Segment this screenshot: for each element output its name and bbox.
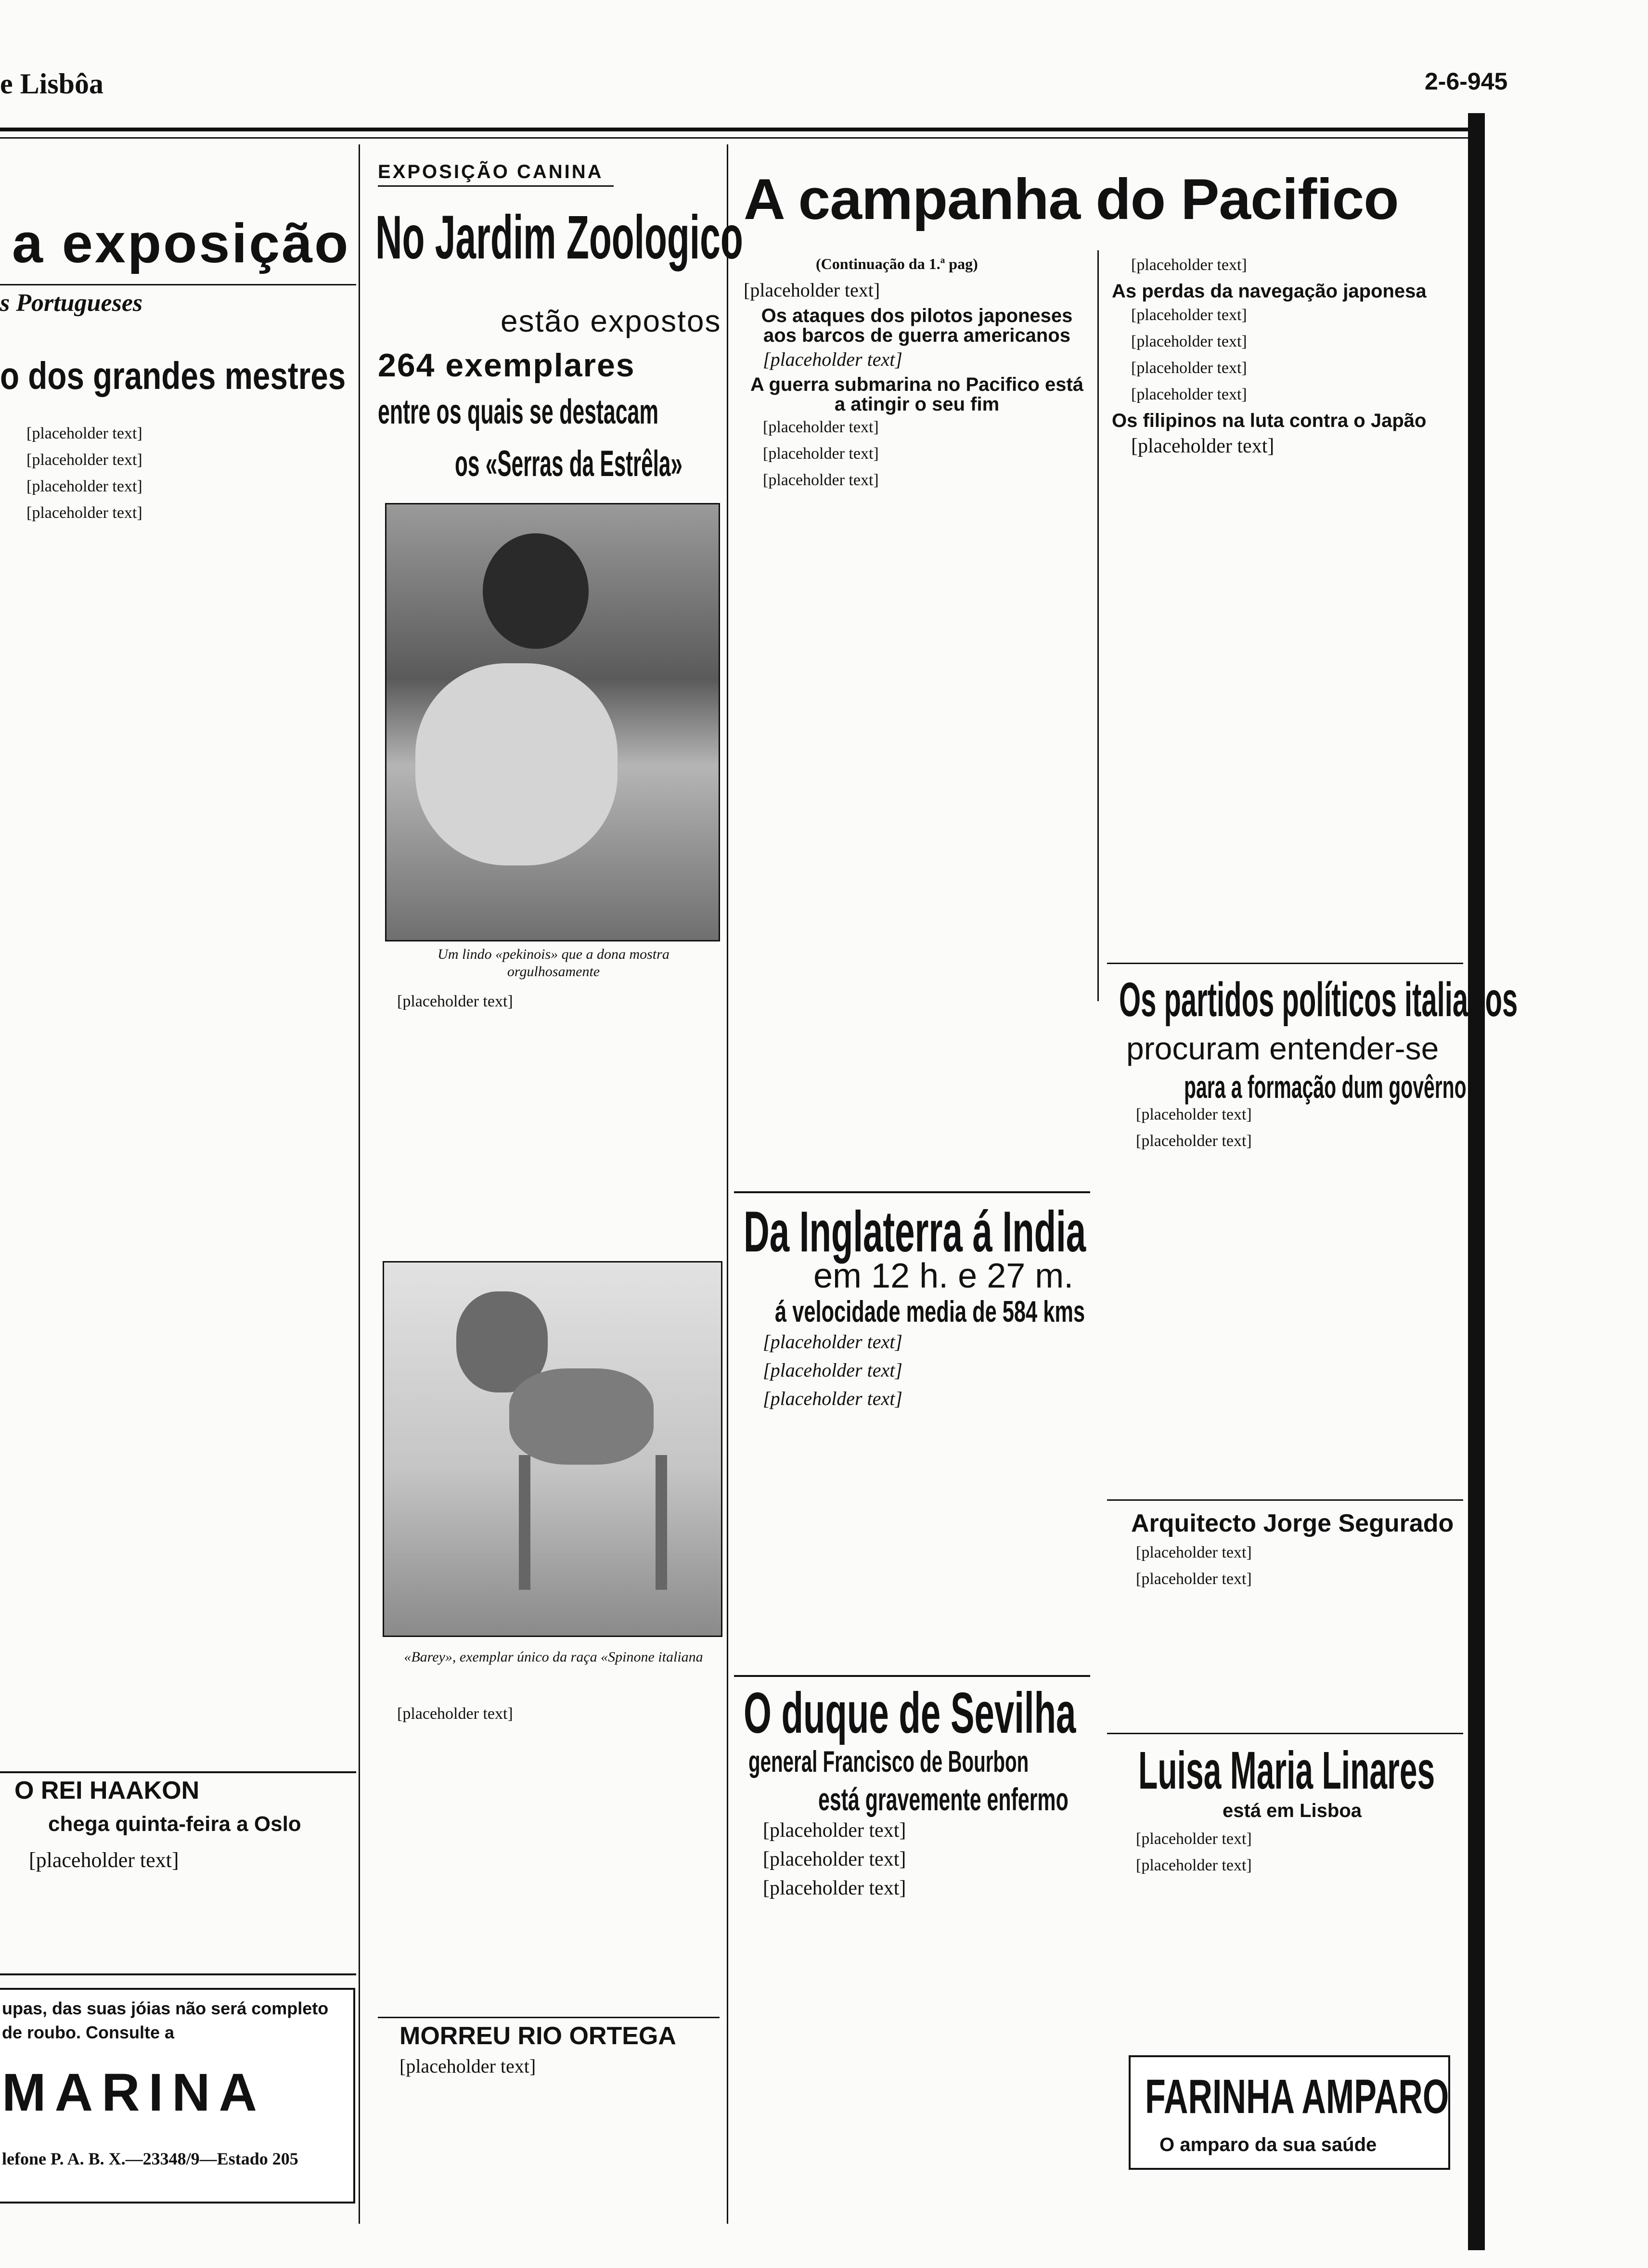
sevilha-body (744, 1819, 1090, 2219)
linares-paragraph: [placeholder text] (1136, 1856, 1252, 1874)
haakon-subtitle: chega quinta-feira a Oslo (48, 1812, 301, 1836)
masthead-title: e Lisbôa (0, 68, 104, 100)
pacifico-title: A campanha do Pacifico (744, 167, 1399, 232)
submarina-heading: A guerra submarina no Pacifico está a atingir o seu fim (750, 374, 1084, 415)
canina-body-1 (378, 992, 720, 1237)
canina-body-2 (378, 1704, 720, 2007)
segurado-rule (1107, 1499, 1463, 1501)
italianos-title: Os partidos políticos italianos (1119, 973, 1518, 1027)
canina-kicker-rule (378, 185, 614, 187)
submarina-paragraph: [placeholder text] (763, 471, 879, 489)
photo-dog-shape (415, 663, 618, 865)
spinone-photo (383, 1261, 722, 1637)
marina-line1: upas, das suas jóias não será completo (2, 1998, 329, 2018)
spinone-caption: «Barey», exemplar único da raça «Spinone italiana (404, 1649, 703, 1665)
india-rule (734, 1191, 1090, 1193)
india-paragraph: [placeholder text] (763, 1331, 902, 1353)
canina-paragraph: [placeholder text] (397, 1705, 513, 1723)
italianos-paragraph: [placeholder text] (1136, 1132, 1252, 1150)
canina-line1: estão expostos (501, 304, 721, 338)
ataques-heading: Os ataques dos pilotos japoneses aos barcos de guerra americanos (761, 305, 1073, 346)
india-body (744, 1331, 1090, 1682)
farinha-name: FARINHA AMPARO (1145, 2070, 1449, 2124)
segurado-body (1117, 1543, 1456, 1735)
italianos-body (1117, 1105, 1456, 1490)
masthead-rule-thin (0, 137, 1482, 139)
pekinois-photo (385, 503, 720, 941)
column-rule-2 (727, 144, 728, 2224)
right-margin-bar (1468, 113, 1485, 2250)
india-paragraph: [placeholder text] (763, 1388, 902, 1409)
perdas-paragraph: [placeholder text] (1131, 359, 1247, 377)
photo-dog-body (509, 1368, 654, 1465)
canina-line3: entre os quais se destacam (378, 393, 659, 431)
perdas-paragraph: [placeholder text] (1131, 333, 1247, 350)
italianos-line3: para a formação dum govêrno (1184, 1069, 1467, 1105)
segurado-paragraph: [placeholder text] (1136, 1544, 1252, 1561)
segurado-paragraph: [placeholder text] (1136, 1570, 1252, 1588)
exposicao-paragraph: [placeholder text] (26, 477, 142, 495)
italianos-line2: procuram entender-se (1126, 1031, 1439, 1066)
haakon-title: O REI HAAKON (14, 1777, 200, 1804)
exposicao-title: a exposição (12, 213, 350, 274)
photo-dog-legs (519, 1455, 667, 1590)
linares-title: Luisa Maria Linares (1138, 1741, 1435, 1800)
sevilha-paragraph: [placeholder text] (763, 1848, 906, 1870)
ataques-body: [placeholder text] (763, 348, 902, 370)
pacifico-col2-intro: [placeholder text] (1131, 256, 1247, 274)
india-line3: á velocidade media de 584 kms (775, 1295, 1085, 1328)
linares-body (1117, 1829, 1456, 2050)
linares-rule (1107, 1733, 1463, 1734)
submarina-paragraph: [placeholder text] (763, 445, 879, 463)
linares-paragraph: [placeholder text] (1136, 1830, 1252, 1848)
sevilha-line2: general Francisco de Bourbon (748, 1745, 1029, 1778)
marina-line2: de roubo. Consulte a (2, 2023, 175, 2042)
linares-subtitle: está em Lisboa (1223, 1800, 1362, 1821)
sevilha-paragraph: [placeholder text] (763, 1877, 906, 1899)
marina-phone: lefone P. A. B. X.—23348/9—Estado 205 (2, 2149, 298, 2168)
canina-line2: 264 exemplares (378, 347, 635, 384)
canina-kicker: EXPOSIÇÃO CANINA (378, 161, 604, 182)
submarina-paragraph: [placeholder text] (763, 418, 879, 436)
masthead-rule (0, 128, 1482, 131)
farinha-ad (1129, 2055, 1450, 2170)
exposicao-paragraph: [placeholder text] (26, 451, 142, 469)
column-rule-1 (359, 144, 360, 2224)
pacifico-bottom-rule (1107, 963, 1463, 964)
exposicao-body (7, 424, 351, 1757)
sevilha-title: O duque de Sevilha (744, 1681, 1076, 1745)
morreu-title: MORREU RIO ORTEGA (399, 2022, 676, 2050)
masthead-date: 2-6-945 (1425, 68, 1508, 95)
exposicao-subtitle: o dos grandes mestres (0, 354, 346, 397)
marina-name: MARINA (2, 2063, 266, 2122)
italianos-paragraph: [placeholder text] (1136, 1106, 1252, 1123)
pacifico-intro: [placeholder text] (744, 279, 880, 301)
haakon-rule (0, 1771, 356, 1773)
filipinos-heading: Os filipinos na luta contra o Japão (1112, 410, 1427, 431)
india-title: Da Inglaterra á India (744, 1199, 1086, 1264)
perdas-paragraph: [placeholder text] (1131, 386, 1247, 403)
marina-ad (0, 1988, 355, 2204)
farinha-slogan: O amparo da sua saúde (1159, 2134, 1377, 2155)
haakon-body: [placeholder text] (29, 1848, 179, 1872)
canina-line4: os «Serras da Estrêla» (455, 443, 682, 484)
column-rule-3 (1097, 250, 1099, 1001)
perdas-paragraph: [placeholder text] (1131, 306, 1247, 324)
photo-figure-shape (483, 533, 589, 649)
pekinois-caption: Um lindo «pekinois» que a dona mostra orgulhosamente (438, 946, 670, 979)
morreu-body: [placeholder text] (399, 2055, 536, 2077)
exposicao-paragraph: [placeholder text] (26, 504, 142, 522)
canina-title: No Jardim Zoologico (375, 203, 743, 272)
exposicao-kicker: s Portugueses (0, 289, 143, 317)
marina-rule (0, 1973, 356, 1975)
exposicao-rule (0, 284, 356, 285)
canina-paragraph: [placeholder text] (397, 992, 513, 1010)
sevilha-line3: está gravemente enfermo (818, 1781, 1069, 1817)
sevilha-paragraph: [placeholder text] (763, 1819, 906, 1842)
sevilha-rule (734, 1675, 1090, 1677)
segurado-title: Arquitecto Jorge Segurado (1131, 1509, 1454, 1537)
india-paragraph: [placeholder text] (763, 1359, 902, 1381)
filipinos-body: [placeholder text] (1131, 435, 1275, 457)
exposicao-paragraph: [placeholder text] (26, 425, 142, 442)
pacifico-col2 (1112, 255, 1458, 1001)
morreu-rule (378, 2017, 720, 2018)
pacifico-continuation: (Continuação da 1.ª pag) (816, 255, 978, 272)
pacifico-col1 (744, 279, 1090, 497)
perdas-heading: As perdas da navegação japonesa (1112, 281, 1427, 302)
india-line2: em 12 h. e 27 m. (813, 1257, 1074, 1295)
